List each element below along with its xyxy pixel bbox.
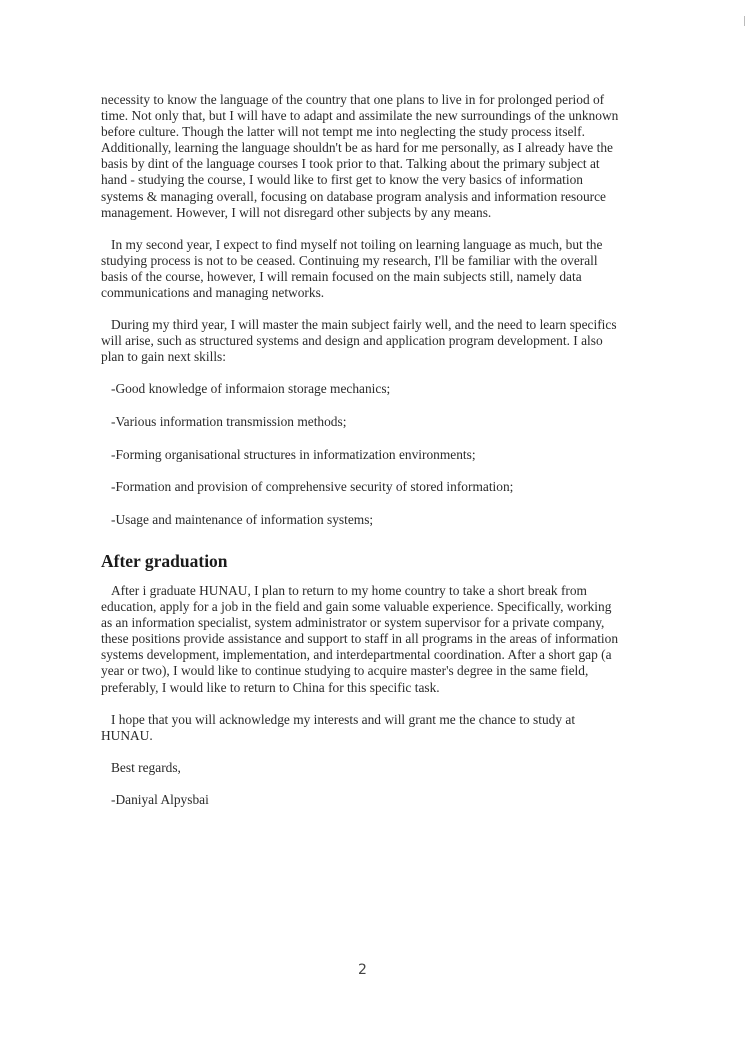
- section-heading-after-graduation: After graduation: [101, 550, 228, 571]
- paragraph-closing-hope: I hope that you will acknowledge my interests and will grant me the chance to study at HUNAU.: [101, 711, 576, 743]
- signature-name: -Daniyal Alpysbai: [111, 791, 209, 807]
- page-number: 2: [358, 962, 367, 978]
- paragraph-second-year: In my second year, I expect to find myself not toiling on learning language as much, but the studying process is not to be ceased. Continuing my research, I'll be familiar with the overall basis of the course, however, I will remain focused on the main subjects still, namely data communications and managing networks.: [101, 236, 603, 301]
- paragraph-language: necessity to know the language of the country that one plans to live in for prolonged period of time. Not only that, but I will have to adapt and assimilate the new surroundings of the unknown before culture. Though the latter will not tempt me into neglecting the study process itself. Additionally, learning the language shouldn't be as hard for me personally, as I already have the basis by dint of the language courses I took prior to that. Talking about the primary subject at hand - studying the course, I would like to first get to know the very basics of information systems & managing overall, focusing on database program analysis and information resource management. However, I will not disregard other subjects by any means.: [101, 92, 619, 220]
- skill-item: -Usage and maintenance of information systems;: [111, 511, 374, 527]
- skill-item: -Good knowledge of informaion storage mechanics;: [111, 381, 391, 397]
- skill-item: -Forming organisational structures in informatization environments;: [111, 446, 476, 462]
- skills-list: [101, 381, 621, 527]
- letter-body: [101, 92, 621, 824]
- signature-block: [101, 760, 621, 808]
- paragraph-third-year: During my third year, I will master the main subject fairly well, and the need to learn specifics will arise, such as structured systems and design and application program development. I also plan to gain next skills:: [101, 317, 617, 365]
- scan-edge-mark: [744, 16, 745, 26]
- skill-item: -Various information transmission methods;: [111, 414, 347, 429]
- skill-item: -Formation and provision of comprehensive security of stored information;: [111, 479, 514, 495]
- paragraph-after-graduation: After i graduate HUNAU, I plan to return to my home country to take a short break from education, apply for a job in the field and gain some valuable experience. Specifically, working as an information specialist, system administrator or system supervisor for a private company, these positions provide assistance and support to staff in all programs in the areas of information systems development, implementation, and interdepartmental coordination. After a short gap (a year or two), I would like to continue studying to acquire master's degree in the same field, preferably, I would like to return to China for this specific task.: [101, 582, 619, 695]
- closing-salutation: Best regards,: [111, 759, 181, 775]
